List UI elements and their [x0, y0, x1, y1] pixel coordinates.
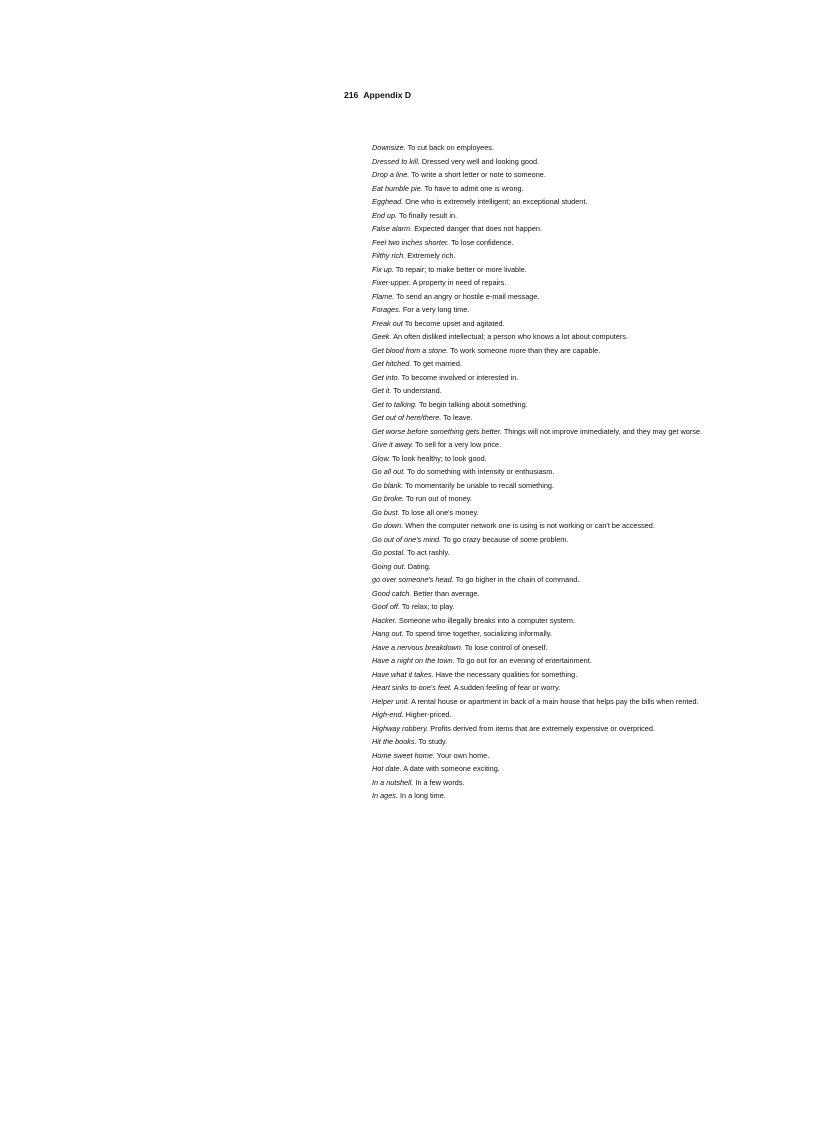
glossary-entry — [372, 587, 812, 601]
glossary-entry — [372, 290, 812, 304]
glossary-definition: To understand. — [393, 386, 442, 395]
glossary-entry — [372, 668, 812, 682]
glossary-term: Egghead. — [372, 197, 404, 206]
glossary-entry — [372, 209, 812, 223]
glossary-term: Have a nervous breakdown. — [372, 642, 463, 652]
glossary-entry — [372, 141, 812, 155]
glossary-term: Get worse before something gets better. — [372, 426, 502, 436]
glossary-term: Drop a line. — [372, 170, 410, 179]
glossary-entry — [372, 695, 812, 709]
glossary-list — [372, 141, 812, 803]
glossary-term: Have a night on the town. — [372, 656, 455, 665]
glossary-term: Get out of here/there. — [372, 413, 442, 422]
glossary-term: Get blood from a stone. — [372, 345, 449, 355]
glossary-term: Goof off. — [372, 602, 400, 611]
glossary-entry — [372, 465, 812, 479]
glossary-entry — [372, 749, 812, 763]
glossary-definition: In a long time. — [400, 791, 446, 800]
glossary-definition: To sell for a very low price. — [415, 440, 502, 449]
glossary-entry — [372, 384, 812, 398]
glossary-term: Freak out — [372, 318, 403, 328]
glossary-definition: To run out of money. — [405, 494, 472, 503]
glossary-term: Give it away. — [372, 440, 414, 449]
glossary-definition: To act rashly. — [407, 548, 450, 557]
glossary-definition: To repair; to make better or more livable. — [395, 264, 527, 274]
glossary-definition: Dating. — [407, 561, 431, 571]
glossary-entry — [372, 627, 812, 641]
glossary-definition: To begin talking about something. — [418, 399, 528, 409]
glossary-term: Fixer-upper. — [372, 278, 411, 287]
glossary-term: False alarm. — [372, 224, 413, 233]
glossary-term: go over someone's head. — [372, 575, 454, 584]
glossary-entry — [372, 344, 812, 358]
glossary-definition: To go crazy because of some problem. — [443, 534, 569, 544]
glossary-term: Forages. — [372, 305, 401, 314]
glossary-entry — [372, 533, 812, 547]
glossary-definition: To go higher in the chain of command. — [455, 575, 580, 584]
glossary-entry — [372, 317, 812, 331]
glossary-entry — [372, 789, 812, 803]
glossary-entry — [372, 735, 812, 749]
glossary-term: Filthy rich. — [372, 251, 406, 260]
glossary-entry — [372, 195, 812, 209]
glossary-definition: To study. — [418, 737, 448, 746]
glossary-definition: To lose all one's money. — [401, 507, 479, 517]
glossary-term: High-end. — [372, 710, 404, 719]
glossary-definition: To finally result in. — [399, 210, 458, 220]
glossary-entry — [372, 722, 812, 736]
glossary-entry — [372, 641, 812, 655]
glossary-definition: A rental house or apartment in back of a main house that helps pay the bills when rented. — [410, 696, 699, 706]
glossary-entry — [372, 600, 812, 614]
glossary-entry — [372, 479, 812, 493]
glossary-term: Hang out. — [372, 629, 404, 638]
glossary-term: Go broke. — [372, 494, 405, 503]
glossary-term: Highway robbery. — [372, 723, 429, 733]
glossary-entry — [372, 411, 812, 425]
glossary-entry — [372, 330, 812, 344]
page-number: 216 — [344, 90, 359, 100]
glossary-definition: Profits derived from items that are extremely expensive or overpriced. — [430, 723, 655, 733]
glossary-term: Downsize. — [372, 143, 406, 152]
glossary-definition: To write a short letter or note to someone. — [411, 170, 546, 179]
glossary-entry — [372, 452, 812, 466]
glossary-definition: To become upset and agitated. — [404, 318, 505, 328]
glossary-definition: To look healthy; to look good. — [392, 453, 487, 463]
glossary-definition: Extremely rich. — [407, 251, 456, 260]
glossary-term: Geek. — [372, 332, 392, 341]
glossary-entry — [372, 303, 812, 317]
glossary-entry — [372, 276, 812, 290]
glossary-entry — [372, 492, 812, 506]
glossary-term: Go blank. — [372, 480, 404, 490]
glossary-term: End up. — [372, 210, 398, 220]
glossary-entry — [372, 654, 812, 668]
glossary-definition: Better than average. — [413, 588, 480, 598]
glossary-definition: To work someone more than they are capable. — [450, 345, 601, 355]
glossary-term: Hit the books. — [372, 737, 417, 746]
glossary-definition: To have to admit one is wrong. — [424, 183, 524, 193]
glossary-definition: To lose confidence. — [451, 237, 514, 247]
glossary-entry — [372, 681, 812, 695]
glossary-definition: To go out for an evening of entertainment. — [456, 656, 592, 665]
glossary-definition: For a very long time. — [402, 305, 470, 314]
glossary-definition: Have the necessary qualities for something. — [435, 669, 578, 679]
glossary-term: In ages. — [372, 791, 398, 800]
glossary-term: Go down. — [372, 521, 404, 530]
glossary-definition: A property in need of repairs. — [412, 278, 507, 287]
glossary-definition: When the computer network one is using is not working or can't be accessed. — [405, 521, 655, 530]
glossary-definition: Dressed very well and looking good. — [421, 156, 540, 166]
glossary-entry — [372, 182, 812, 196]
glossary-entry — [372, 371, 812, 385]
glossary-definition: To spend time together, socializing informally. — [405, 629, 552, 638]
glossary-entry — [372, 560, 812, 574]
glossary-entry — [372, 155, 812, 169]
glossary-definition: To send an angry or hostile e-mail message. — [396, 291, 540, 301]
glossary-entry — [372, 546, 812, 560]
page-header — [344, 90, 411, 100]
glossary-term: Going out. — [372, 561, 406, 571]
glossary-term: Get hitched. — [372, 359, 412, 368]
glossary-definition: To get married. — [413, 359, 462, 368]
glossary-term: Get to talking. — [372, 399, 418, 409]
glossary-term: In a nutshell. — [372, 777, 414, 787]
glossary-term: Go postal. — [372, 548, 406, 557]
section-title: Appendix D — [363, 90, 412, 100]
glossary-term: Feel two inches shorter. — [372, 237, 450, 247]
glossary-definition: A sudden feeling of fear or worry. — [453, 683, 561, 692]
glossary-definition: Expected danger that does not happen. — [414, 224, 542, 233]
glossary-term: Helper unit. — [372, 696, 410, 706]
glossary-definition: To leave. — [443, 413, 473, 422]
glossary-definition: Your own home. — [436, 750, 490, 760]
glossary-entry — [372, 776, 812, 790]
glossary-entry — [372, 519, 812, 533]
glossary-definition: To lose control of oneself. — [464, 642, 548, 652]
glossary-term: Hacker. — [372, 615, 397, 625]
glossary-term: Go all out. — [372, 467, 406, 476]
glossary-term: Hot date. — [372, 764, 402, 773]
glossary-term: Good catch. — [372, 588, 412, 598]
glossary-definition: A date with someone exciting. — [403, 764, 500, 773]
glossary-entry — [372, 506, 812, 520]
glossary-definition: An often disliked intellectual; a person who knows a lot about computers. — [393, 332, 628, 341]
glossary-entry — [372, 425, 812, 439]
glossary-entry — [372, 398, 812, 412]
glossary-entry — [372, 168, 812, 182]
glossary-term: Dressed to kill. — [372, 156, 420, 166]
glossary-term: Fix up. — [372, 264, 394, 274]
glossary-definition: To cut back on employees. — [407, 143, 494, 152]
glossary-term: Eat humble pie. — [372, 183, 423, 193]
glossary-term: Get it. — [372, 386, 392, 395]
glossary-term: Heart sinks to one's feet. — [372, 683, 453, 692]
glossary-entry — [372, 614, 812, 628]
glossary-term: Flame. — [372, 291, 395, 301]
glossary-entry — [372, 762, 812, 776]
glossary-definition: One who is extremely intelligent; an exceptional student. — [405, 197, 588, 206]
glossary-definition: To relax; to play. — [401, 602, 455, 611]
glossary-definition: To momentarily be unable to recall something. — [405, 480, 554, 490]
glossary-entry — [372, 249, 812, 263]
glossary-term: Home sweet home. — [372, 750, 435, 760]
glossary-term: Have what it takes. — [372, 669, 434, 679]
glossary-definition: Someone who illegally breaks into a computer system. — [398, 615, 575, 625]
glossary-definition: In a few words. — [415, 777, 465, 787]
glossary-entry — [372, 236, 812, 250]
glossary-term: Glow. — [372, 453, 391, 463]
glossary-entry — [372, 263, 812, 277]
glossary-entry — [372, 438, 812, 452]
glossary-entry — [372, 222, 812, 236]
glossary-definition: To do something with intensity or enthusiasm. — [407, 467, 555, 476]
glossary-entry — [372, 708, 812, 722]
glossary-definition: Higher-priced. — [405, 710, 452, 719]
glossary-term: Go out of one's mind. — [372, 534, 442, 544]
glossary-entry — [372, 573, 812, 587]
glossary-term: Get into. — [372, 372, 400, 382]
glossary-term: Go bust. — [372, 507, 400, 517]
glossary-definition: Things will not improve immediately, and they may get worse. — [503, 426, 703, 436]
glossary-definition: To become involved or interested in. — [401, 372, 519, 382]
glossary-entry — [372, 357, 812, 371]
